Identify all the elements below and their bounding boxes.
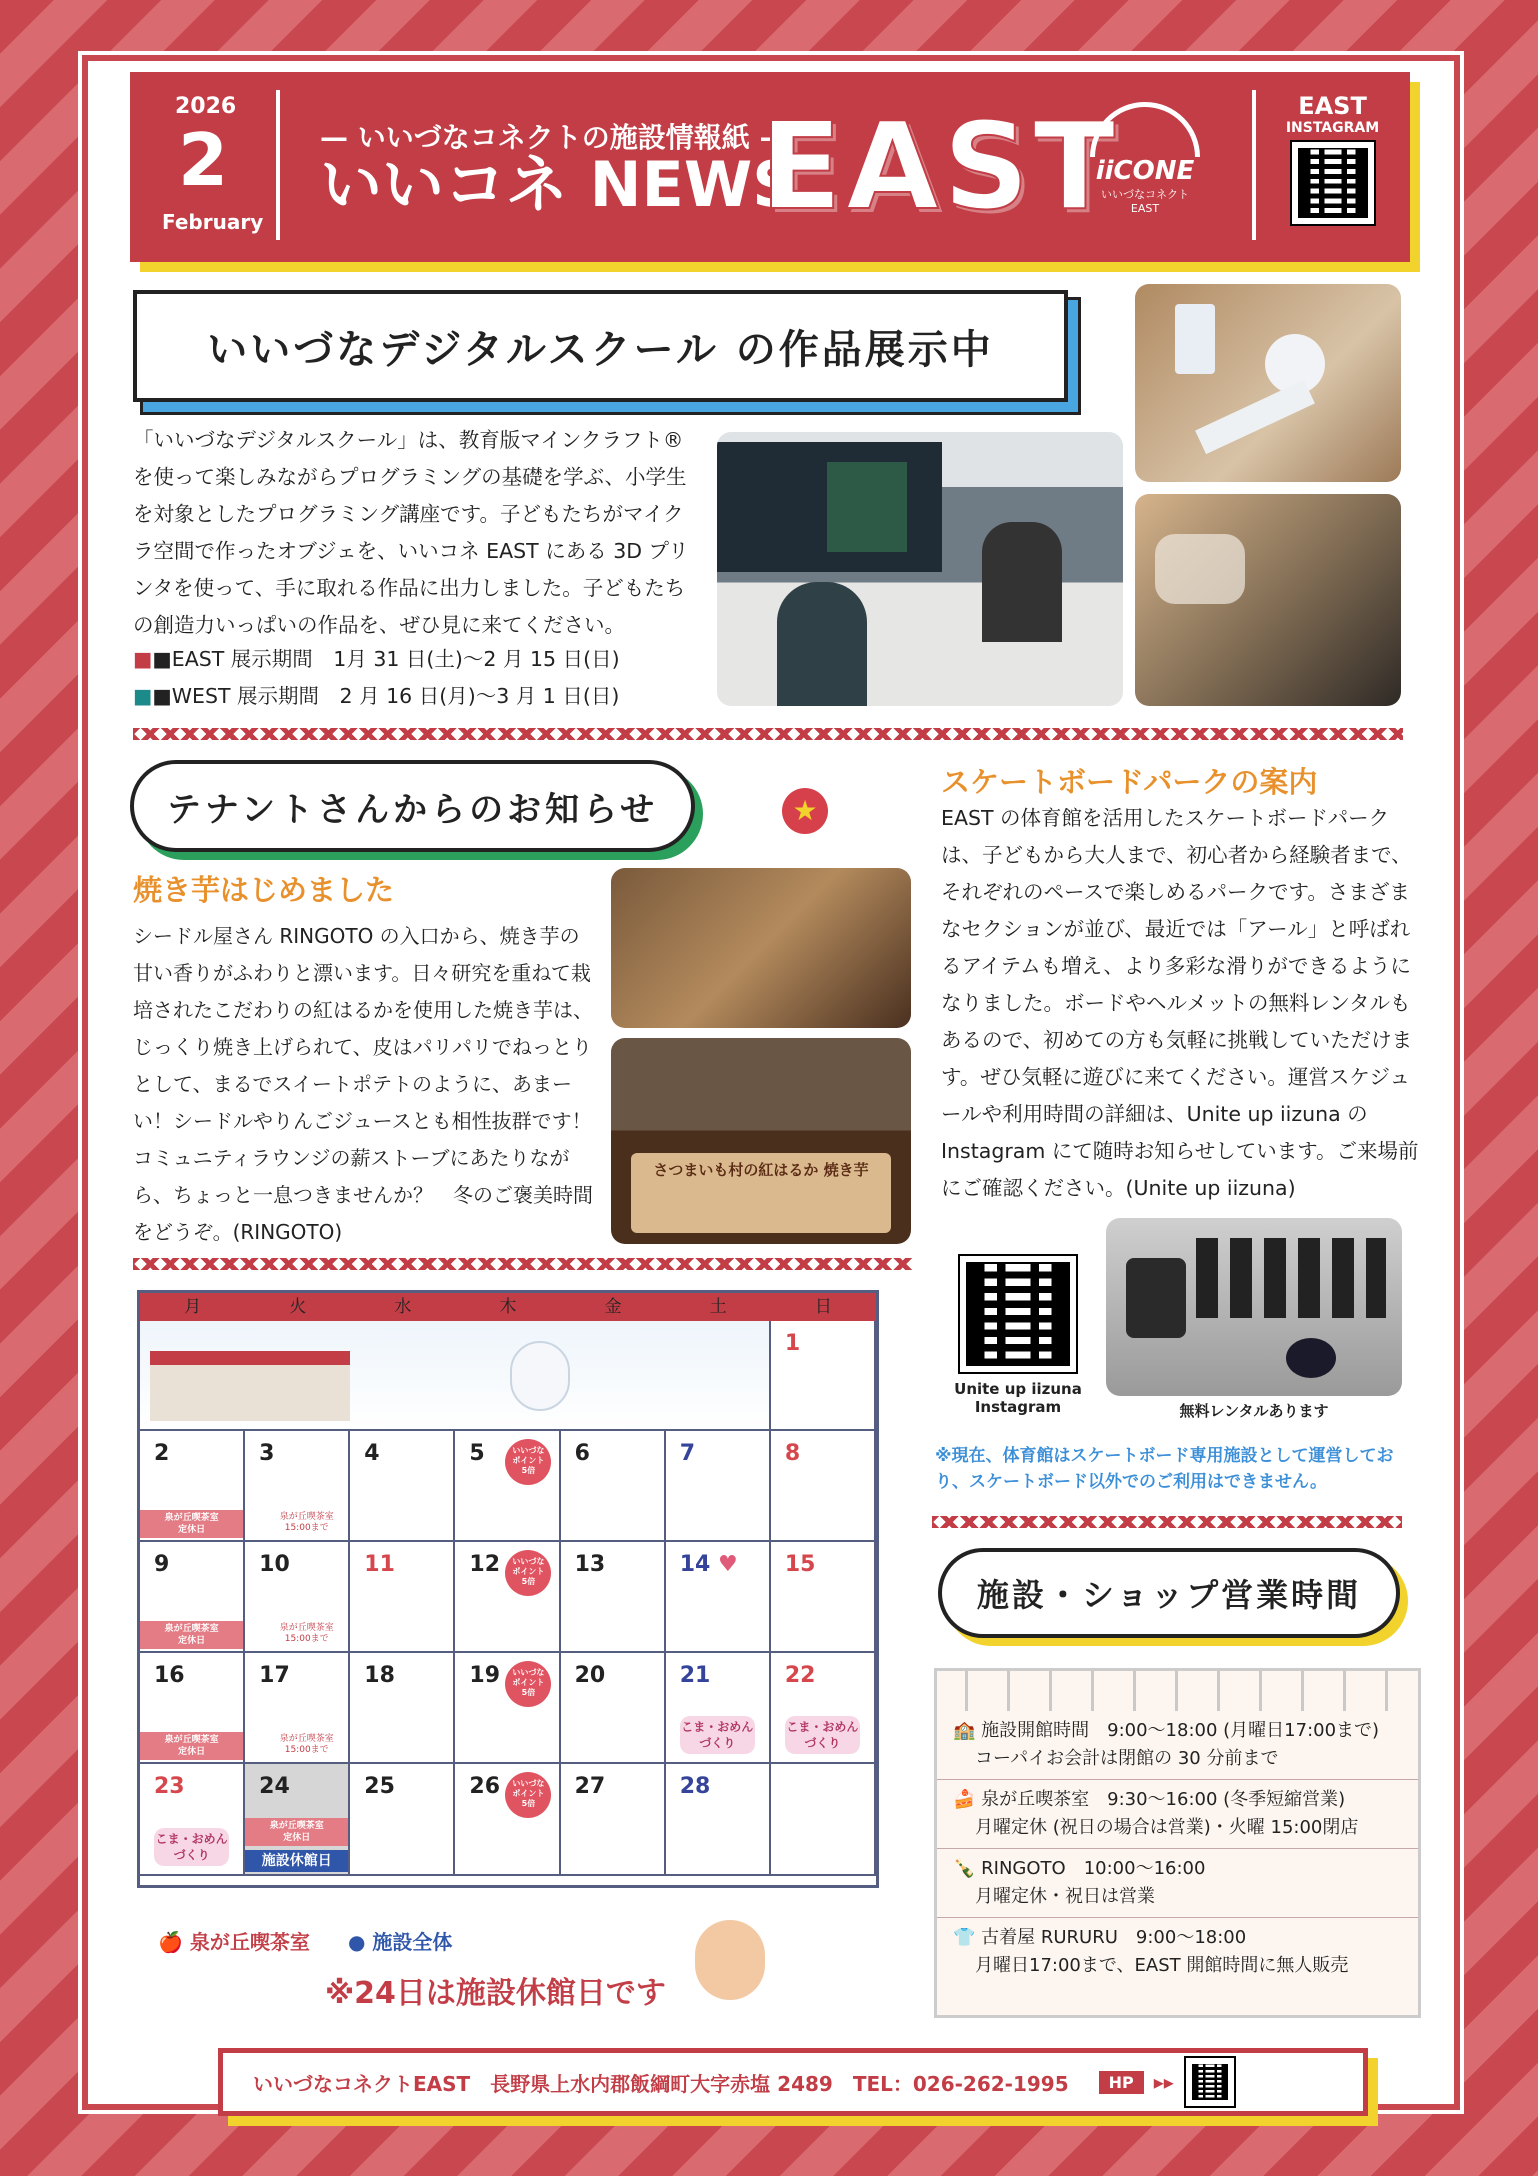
child-with-print-photo xyxy=(1135,494,1401,706)
hp-qr-icon[interactable] xyxy=(1186,2058,1234,2106)
calendar-day[interactable]: 28 xyxy=(666,1764,771,1876)
calendar-header: 月 火 水 木 金 土 日 xyxy=(140,1293,876,1321)
apple-mascot-icon: ★ xyxy=(782,788,828,834)
ring-binding xyxy=(937,1671,1418,1711)
west-period: ■■WEST 展示期間 2 月 16 日(月)～3 月 1 日(日) xyxy=(133,684,620,708)
oni-mascot-icon xyxy=(695,1920,765,2000)
calendar xyxy=(137,1290,879,1888)
east-period: ■■EAST 展示期間 1月 31 日(土)～2 月 15 日(日) xyxy=(133,647,620,671)
calendar-day[interactable]: 21 こま・おめん づくり xyxy=(666,1653,771,1764)
sweet-potato-body: シードル屋さん RINGOTO の入口から、焼き芋の甘い香りがふわりと漂います。日々研究を重ねて栽培されたこだわりの紅はるかを使用した焼き芋は、じっくり焼き上げられて、皮はパリパリでねっとりとして、まるでスイートポテトのように、あまーい！シードルやりんごジュースとも相性抜群です！コミュニティラウンジの薪ストーブにあたりながら、ちょっと一息つきませんか？ 冬のご褒美時間をどうぞ。(RINGOTO) xyxy=(133,924,593,1244)
rental-caption: 無料レンタルあります xyxy=(1179,1402,1329,1420)
skate-park-body: EAST の体育館を活用したスケートボードパークは、子どもから大人まで、初心者から経験者まで、それぞれのペースで楽しめるパークです。さまざまなセクションが並び、最近では「アール」と呼ばれるアイテムも増え、より多彩な滑りができるようになりました。ボードやヘルメットの無料レンタルもあるので、初めての方も気軽に挑戦していただけます。ぜひ気軽に遊びに来てください。運営スケジュールや利用時間の詳細は、Unite up iizuna の Instagram にて随時お知らせしています。ご来場前にご確認ください。(Unite up iizuna) xyxy=(941,806,1419,1200)
calendar-day[interactable]: 18 xyxy=(350,1653,455,1764)
zigzag-divider xyxy=(932,1516,1402,1528)
hp-link[interactable]: HP xyxy=(1099,2071,1144,2094)
calendar-day[interactable]: 22 こま・おめん づくり xyxy=(771,1653,876,1764)
footer-address: いいづなコネクトEAST 長野県上水内郡飯綱町大字赤塩 2489 TEL：026-262-1995 xyxy=(253,2071,1069,2096)
legend-facility: ● 施設全体 xyxy=(348,1930,453,1954)
hours-facility: 🏫 施設開館時間 9:00～18:00 (月曜日17:00まで) コーパイお会計は閉館の 30 分前まで xyxy=(937,1711,1418,1780)
calendar-day[interactable]: 10 泉が丘喫茶室 15:00まで xyxy=(245,1542,350,1653)
3d-print-photo xyxy=(1135,284,1401,482)
footer xyxy=(218,2048,1368,2116)
apple-icon: 🍎 xyxy=(158,1930,183,1954)
calendar-illustration xyxy=(140,1321,771,1431)
sweet-potato-sign: さつまいも村の紅はるか 焼き芋 xyxy=(631,1153,891,1233)
calendar-day[interactable]: 27 xyxy=(561,1764,666,1876)
calendar-day[interactable]: 16 泉が丘喫茶室 定休日 xyxy=(140,1653,245,1764)
blue-dot-icon: ● xyxy=(348,1930,366,1954)
hours-board xyxy=(934,1668,1421,2018)
skate-park-heading: スケートボードパークの案内 xyxy=(941,765,1318,799)
issue-year: 2026 xyxy=(175,94,237,119)
hours-ringoto: 🍾 RINGOTO 10:00～16:00 月曜定休・祝日は営業 xyxy=(937,1849,1418,1918)
calendar-day[interactable]: 26 いいづな ポイント 5倍 xyxy=(455,1764,560,1876)
calendar-day[interactable]: 7 xyxy=(666,1431,771,1542)
rental-gear-photo xyxy=(1106,1218,1402,1396)
instagram-block: EAST INSTAGRAM xyxy=(1275,92,1390,224)
legend-cafe: 🍎 泉が丘喫茶室 xyxy=(158,1930,310,1954)
calendar-day[interactable]: 20 xyxy=(561,1653,666,1764)
calendar-day[interactable]: 5 いいづな ポイント 5倍 xyxy=(455,1431,560,1542)
sweet-potato-heading: 焼き芋はじめました xyxy=(133,873,395,907)
qr-label: Unite up iizuna Instagram xyxy=(954,1380,1082,1416)
hours-cafe: 🍰 泉が丘喫茶室 9:30～16:00 (冬季短縮営業) 月曜定休 (祝日の場合は営業)・火曜 15:00閉店 xyxy=(937,1780,1418,1849)
issue-month: 2 xyxy=(178,118,229,202)
masthead-title: いいコネ NEWS xyxy=(320,148,797,221)
calendar-day[interactable]: 1 xyxy=(771,1321,876,1431)
calendar-day[interactable]: 6 xyxy=(561,1431,666,1542)
calendar-day[interactable]: 19 いいづな ポイント 5倍 xyxy=(455,1653,560,1764)
digital-school-title: いいづなデジタルスクール の作品展示中 xyxy=(133,290,1068,402)
zigzag-divider xyxy=(133,1258,913,1270)
calendar-day[interactable]: 23 こま・おめん づくり xyxy=(140,1764,245,1876)
iicone-logo: iiCONE いいづなコネクト EAST xyxy=(1080,102,1210,232)
hours-title: 施設・ショップ営業時間 xyxy=(938,1548,1400,1638)
divider xyxy=(1252,90,1256,240)
arrow-icon: ▸▸ xyxy=(1153,2070,1174,2094)
hours-rururu: 👕 古着屋 RURURU 9:00～18:00 月曜日17:00まで、EAST 開館時間に無人販売 xyxy=(953,1927,1349,1976)
calendar-day[interactable]: 3 泉が丘喫茶室 15:00まで xyxy=(245,1431,350,1542)
calendar-day[interactable]: 17 泉が丘喫茶室 15:00まで xyxy=(245,1653,350,1764)
sweet-potato-photo-1 xyxy=(611,868,911,1028)
closed-notice: ※24日は施設休館日です xyxy=(325,1976,666,2011)
unite-up-qr-icon[interactable] xyxy=(960,1256,1076,1372)
masthead-subtitle: — いいづなコネクトの施設情報紙 — xyxy=(320,121,788,154)
calendar-day[interactable]: 8 xyxy=(771,1431,876,1542)
instagram-qr-icon[interactable] xyxy=(1292,142,1374,224)
calendar-day[interactable]: 11 xyxy=(350,1542,455,1653)
skate-notice: ※現在、体育館はスケートボード専用施設として運営しており、スケートボード以外でのご利用はできません。 xyxy=(935,1446,1394,1492)
calendar-day-empty xyxy=(771,1764,876,1876)
masthead xyxy=(130,72,1410,262)
tenant-news-title: テナントさんからのお知らせ xyxy=(130,760,695,852)
rainbow-icon xyxy=(1090,102,1200,157)
heart-icon: ♥ xyxy=(717,1552,738,1577)
classroom-photo xyxy=(717,432,1123,706)
digital-school-body: 「いいづなデジタルスクール」は、教育版マインクラフト®を使って楽しみながらプログラミングの基礎を学ぶ、小学生を対象としたプログラミング講座です。子どもたちがマイクラ空間で作ったオブジェを、いいコネ EAST にある 3D プリンタを使って、手に取れる作品に出力しました。子どもたちの創造力いっぱいの作品を、ぜひ見に来てください。 xyxy=(133,428,689,637)
calendar-day[interactable]: 12 いいづな ポイント 5倍 xyxy=(455,1542,560,1653)
calendar-day[interactable]: 15 xyxy=(771,1542,876,1653)
sweet-potato-photo-2 xyxy=(611,1038,911,1244)
calendar-day[interactable]: 14 ♥ xyxy=(666,1542,771,1653)
calendar-day[interactable]: 2 泉が丘喫茶室 定休日 xyxy=(140,1431,245,1542)
calendar-day[interactable]: 9 泉が丘喫茶室 定休日 xyxy=(140,1542,245,1653)
divider xyxy=(276,90,280,240)
calendar-day[interactable]: 25 xyxy=(350,1764,455,1876)
masthead-east: EAST xyxy=(760,98,1120,237)
issue-month-en: February xyxy=(162,210,264,234)
zigzag-divider xyxy=(133,728,1403,740)
calendar-day[interactable]: 4 xyxy=(350,1431,455,1542)
calendar-day[interactable]: 13 xyxy=(561,1542,666,1653)
calendar-day[interactable]: 24 泉が丘喫茶室 定休日 施設休館日 xyxy=(245,1764,350,1876)
